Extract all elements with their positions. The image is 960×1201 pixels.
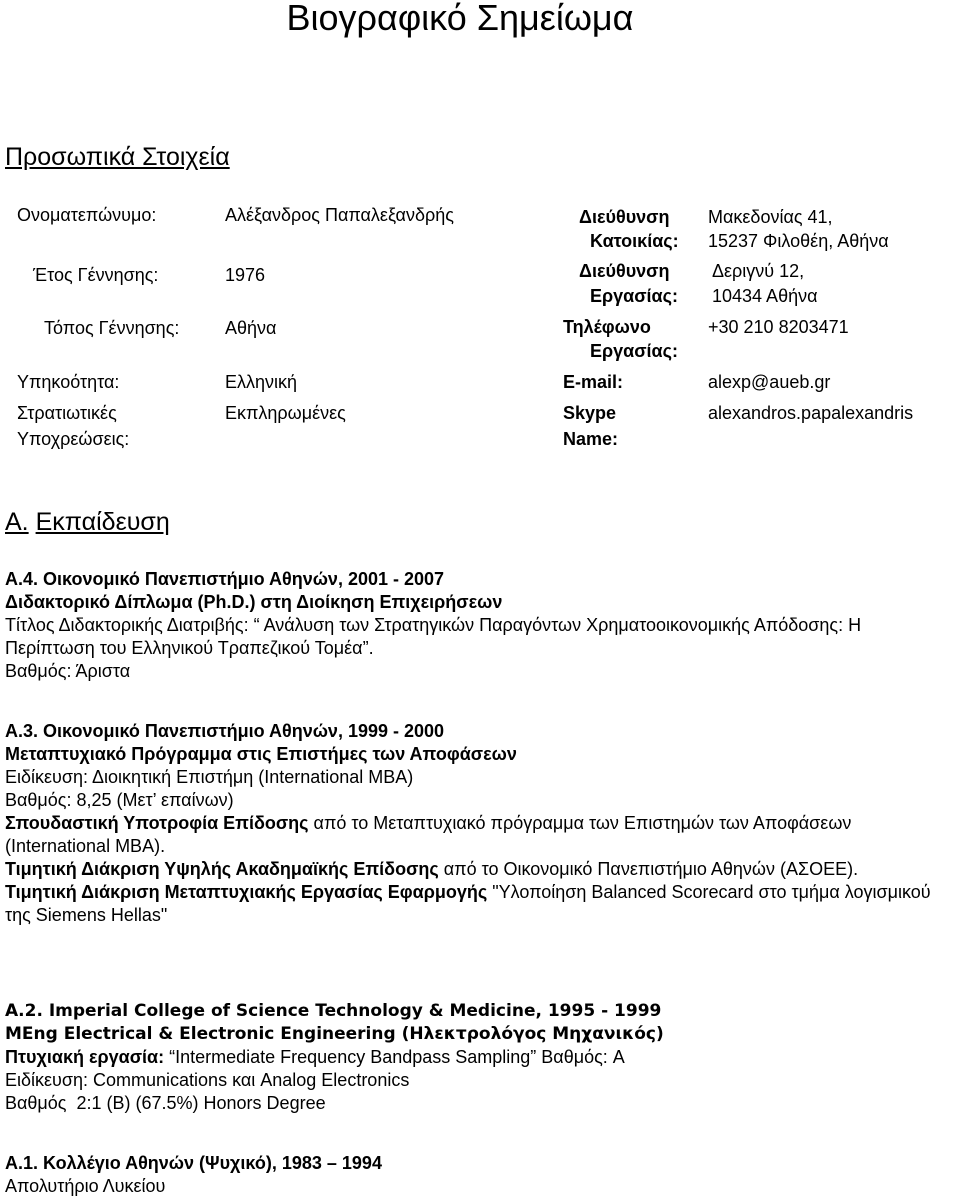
a4-thesis: Τίτλος Διδακτορικής Διατριβής: “ Ανάλυση των Στρατηγικών Παραγόντων Χρηματοοικονομικής Απόδοσης: Η Περίπτωση του Ελληνικού Τραπεζικού Τομέα”. <box>5 615 862 658</box>
home-address-line2: 15237 Φιλοθέη, Αθήνα <box>708 231 889 251</box>
home-address-line1: Μακεδονίας 41, <box>708 207 833 227</box>
a3-award-project <box>5 881 945 927</box>
a3-specialization: Ειδίκευση: Διοικητική Επιστήμη (International MBA) <box>5 767 414 787</box>
home-address-label-line1: Διεύθυνση <box>579 207 670 227</box>
work-address-label-line2: Εργασίας: <box>590 286 678 306</box>
a3-award1-title: Σπουδαστική Υποτροφία Επίδοσης <box>5 813 309 833</box>
document-title: Βιογραφικό Σημείωμα <box>286 0 634 38</box>
a1-title: Α.1. Κολλέγιο Αθηνών (Ψυχικό), 1983 – 1994 <box>5 1153 382 1173</box>
work-address-line1: Δεριγνύ 12, <box>712 261 805 281</box>
education-heading-text: Εκπαίδευση <box>35 508 170 536</box>
birth-year-label: Έτος Γέννησης: <box>33 265 159 285</box>
personal-info-heading: Προσωπικά Στοιχεία <box>5 143 230 171</box>
a4-grade: Βαθμός: Άριστα <box>5 661 131 681</box>
a2-thesis-label: Πτυχιακή εργασία: <box>5 1047 165 1067</box>
military-label-line1: Στρατιωτικές <box>17 403 117 423</box>
email-value: alexp@aueb.gr <box>708 372 831 392</box>
a4-title: Α.4. Οικονομικό Πανεπιστήμιο Αθηνών, 2001 - 2007 <box>5 569 445 589</box>
a2-title: Α.2. Imperial College of Science Technology & Medicine, 1995 - 1999 <box>5 1001 662 1021</box>
skype-label-line1: Skype <box>563 403 617 423</box>
a1-diploma: Απολυτήριο Λυκείου <box>5 1176 166 1196</box>
email-label: E-mail: <box>563 372 624 392</box>
name-label: Ονοματεπώνυμο: <box>17 205 157 225</box>
a2-thesis <box>5 1046 945 1069</box>
birth-place-value: Αθήνα <box>225 318 277 338</box>
a3-award3-title: Τιμητική Διάκριση Μεταπτυχιακής Εργασίας Εφαρμογής <box>5 882 488 902</box>
a2-degree: MEng Electrical & Electronic Engineering (Ηλεκτρολόγος Μηχανικός) <box>5 1024 664 1044</box>
a3-grade: Βαθμός: 8,25 (Μετ’ επαίνων) <box>5 790 234 810</box>
education-a3 <box>5 720 945 927</box>
home-address-label-line2: Κατοικίας: <box>590 231 679 251</box>
a3-award-distinction <box>5 858 945 881</box>
military-value: Εκπληρωμένες <box>225 403 346 423</box>
a3-award-scholarship <box>5 812 945 858</box>
education-a2 <box>5 1000 945 1115</box>
a3-degree: Μεταπτυχιακό Πρόγραμμα στις Επιστήμες των Αποφάσεων <box>5 744 517 764</box>
birth-place-label: Τόπος Γέννησης: <box>44 318 180 338</box>
a3-award1-text: από το Μεταπτυχιακό πρόγραμμα των Επιστημών των Αποφάσεων (International MBA). <box>5 813 852 856</box>
work-address-label-line1: Διεύθυνση <box>579 261 670 281</box>
nationality-label: Υπηκοότητα: <box>17 372 120 392</box>
education-heading-prefix: Α. <box>5 508 29 536</box>
military-label-line2: Υποχρεώσεις: <box>17 429 130 449</box>
a2-thesis-text: “Intermediate Frequency Bandpass Sampling” Βαθμός: A <box>164 1047 625 1067</box>
a3-award2-text: από το Οικονομικό Πανεπιστήμιο Αθηνών (ΑΣΟΕΕ). <box>438 859 859 879</box>
a2-grade: Βαθμός 2:1 (B) (67.5%) Honors Degree <box>5 1093 326 1113</box>
a3-award2-title: Τιμητική Διάκριση Υψηλής Ακαδημαϊκής Επίδοσης <box>5 859 439 879</box>
education-heading <box>5 506 170 538</box>
a4-degree: Διδακτορικό Δίπλωμα (Ph.D.) στη Διοίκηση Επιχειρήσεων <box>5 592 503 612</box>
a3-title: Α.3. Οικονομικό Πανεπιστήμιο Αθηνών, 1999 - 2000 <box>5 721 445 741</box>
work-address-line2: 10434 Αθήνα <box>712 286 818 306</box>
a3-award3-text: "Υλοποίηση Balanced Scorecard στο τμήμα λογισμικού της Siemens Hellas" <box>5 882 931 925</box>
education-a1 <box>5 1152 945 1198</box>
work-phone-value: +30 210 8203471 <box>708 317 849 337</box>
a2-specialization: Ειδίκευση: Communications και Analog Electronics <box>5 1070 410 1090</box>
skype-label-line2: Name: <box>563 429 619 449</box>
education-a4 <box>5 568 945 683</box>
nationality-value: Ελληνική <box>225 372 298 392</box>
skype-value: alexandros.papalexandris <box>708 403 914 423</box>
birth-year-value: 1976 <box>225 265 266 285</box>
name-value: Αλέξανδρος Παπαλεξανδρής <box>225 205 454 225</box>
work-phone-label-line2: Εργασίας: <box>590 341 678 361</box>
work-phone-label-line1: Τηλέφωνο <box>563 317 651 337</box>
